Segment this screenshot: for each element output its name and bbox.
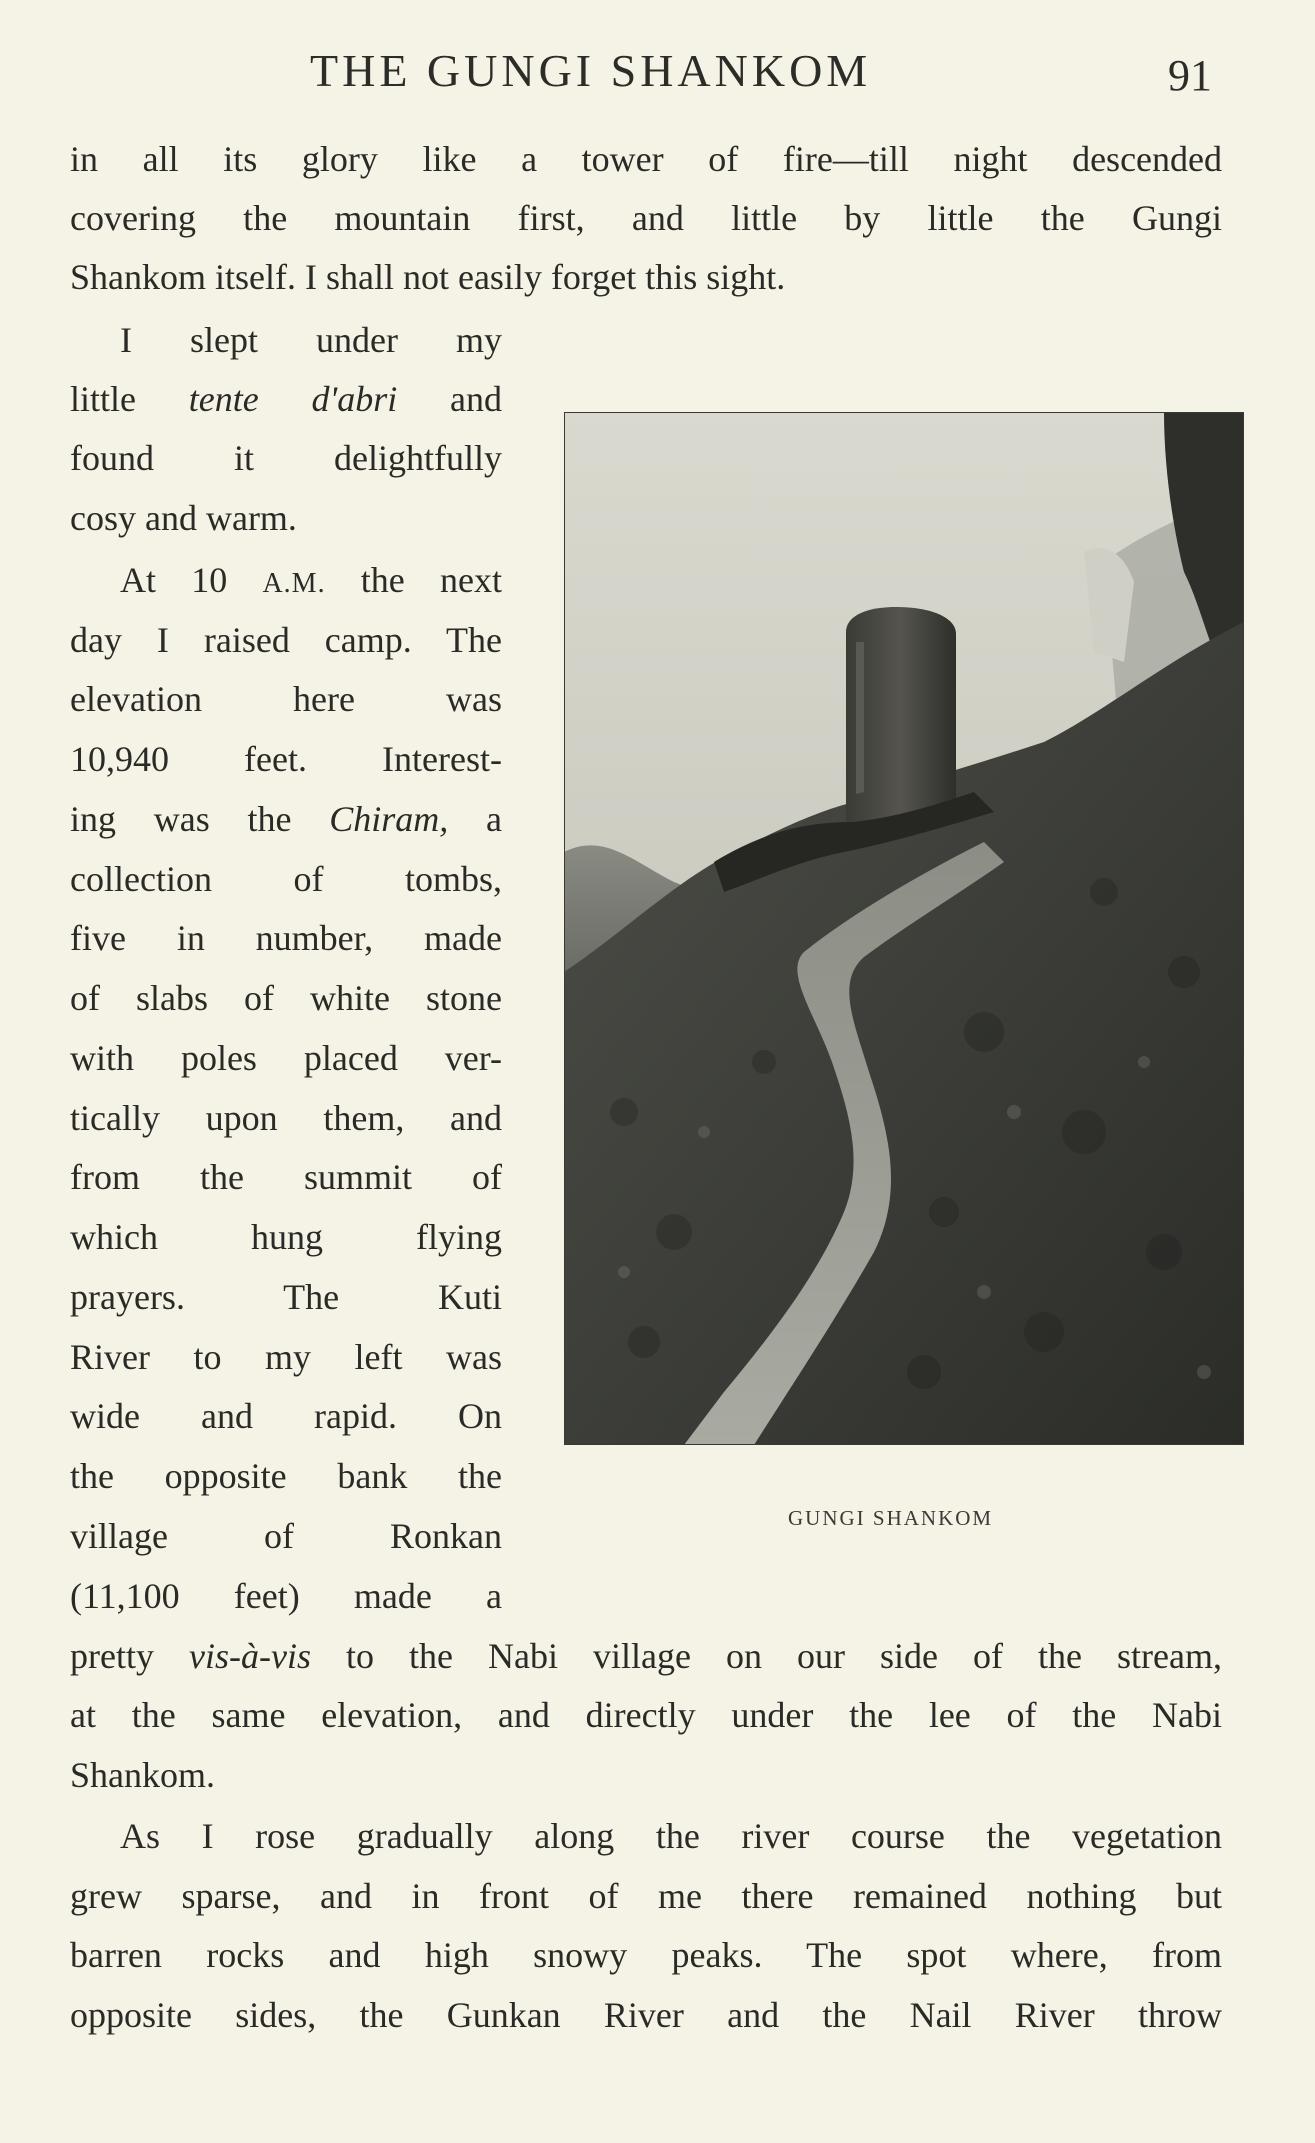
text-line: of slabs of white stone: [70, 978, 502, 1018]
text-line: River to my left was: [70, 1337, 502, 1377]
text-line: in all its glory like a tower of fire—till night descended: [70, 139, 1222, 179]
text-line: collection of tombs,: [70, 859, 502, 899]
italic-term: tente d'abri: [188, 379, 398, 419]
text-line: tically upon them, and: [70, 1098, 502, 1138]
text-line: Shankom.: [70, 1755, 216, 1795]
text-fragment: ing was the: [70, 799, 330, 839]
italic-term: vis-à-vis: [189, 1636, 311, 1676]
text-fragment: pretty: [70, 1636, 189, 1676]
page-number: 91: [1168, 51, 1212, 100]
text-fragment: a: [448, 799, 502, 839]
text-line: [70, 562, 502, 598]
text-line: Shankom itself. I shall not easily forget this sight.: [70, 257, 786, 297]
text-line: barren rocks and high snowy peaks. The spot where, from: [70, 1935, 1222, 1975]
text-line: day I raised camp. The: [70, 620, 502, 660]
text-line: found it delightfully: [70, 438, 502, 478]
text-line: prayers. The Kuti: [70, 1277, 502, 1317]
text-line: at the same elevation, and directly under the lee of the Nabi: [70, 1695, 1222, 1735]
text-fragment: to the Nabi village on our side of the stream,: [310, 1636, 1222, 1676]
text-line: [70, 1638, 1222, 1674]
figure-caption: GUNGI SHANKOM: [788, 1506, 994, 1530]
text-fragment: the next: [325, 560, 502, 600]
text-line: wide and rapid. On: [70, 1396, 502, 1436]
text-line: covering the mountain first, and little by little the Gungi: [70, 198, 1222, 238]
illustration-gungi-shankom: [564, 412, 1244, 1445]
text-line: from the summit of: [70, 1157, 502, 1197]
text-line: which hung flying: [70, 1217, 502, 1257]
text-line: grew sparse, and in front of me there remained nothing but: [70, 1876, 1222, 1916]
text-line: cosy and warm.: [70, 498, 297, 538]
text-line: the opposite bank the: [70, 1456, 502, 1496]
text-line: five in number, made: [70, 918, 502, 958]
text-line: [70, 381, 502, 417]
text-line: I slept under my: [120, 320, 502, 360]
text-line: As I rose gradually along the river course the vegetation: [120, 1816, 1222, 1856]
text-line: 10,940 feet. Interest-: [70, 739, 502, 779]
text-line: [70, 801, 502, 837]
text-fragment: little: [70, 379, 189, 419]
text-line: village of Ronkan: [70, 1516, 502, 1556]
text-line: opposite sides, the Gunkan River and the Nail River throw: [70, 1995, 1222, 2035]
text-fragment: At 10: [120, 560, 263, 600]
text-fragment: and: [397, 379, 502, 419]
text-line: with poles placed ver-: [70, 1038, 502, 1078]
text-line: elevation here was: [70, 679, 502, 719]
small-caps-text: A.M.: [262, 568, 326, 599]
text-line: (11,100 feet) made a: [70, 1576, 502, 1616]
illustration-photo: [564, 412, 1244, 1445]
italic-term: Chiram,: [329, 799, 449, 839]
running-title: THE GUNGI SHANKOM: [310, 45, 872, 96]
